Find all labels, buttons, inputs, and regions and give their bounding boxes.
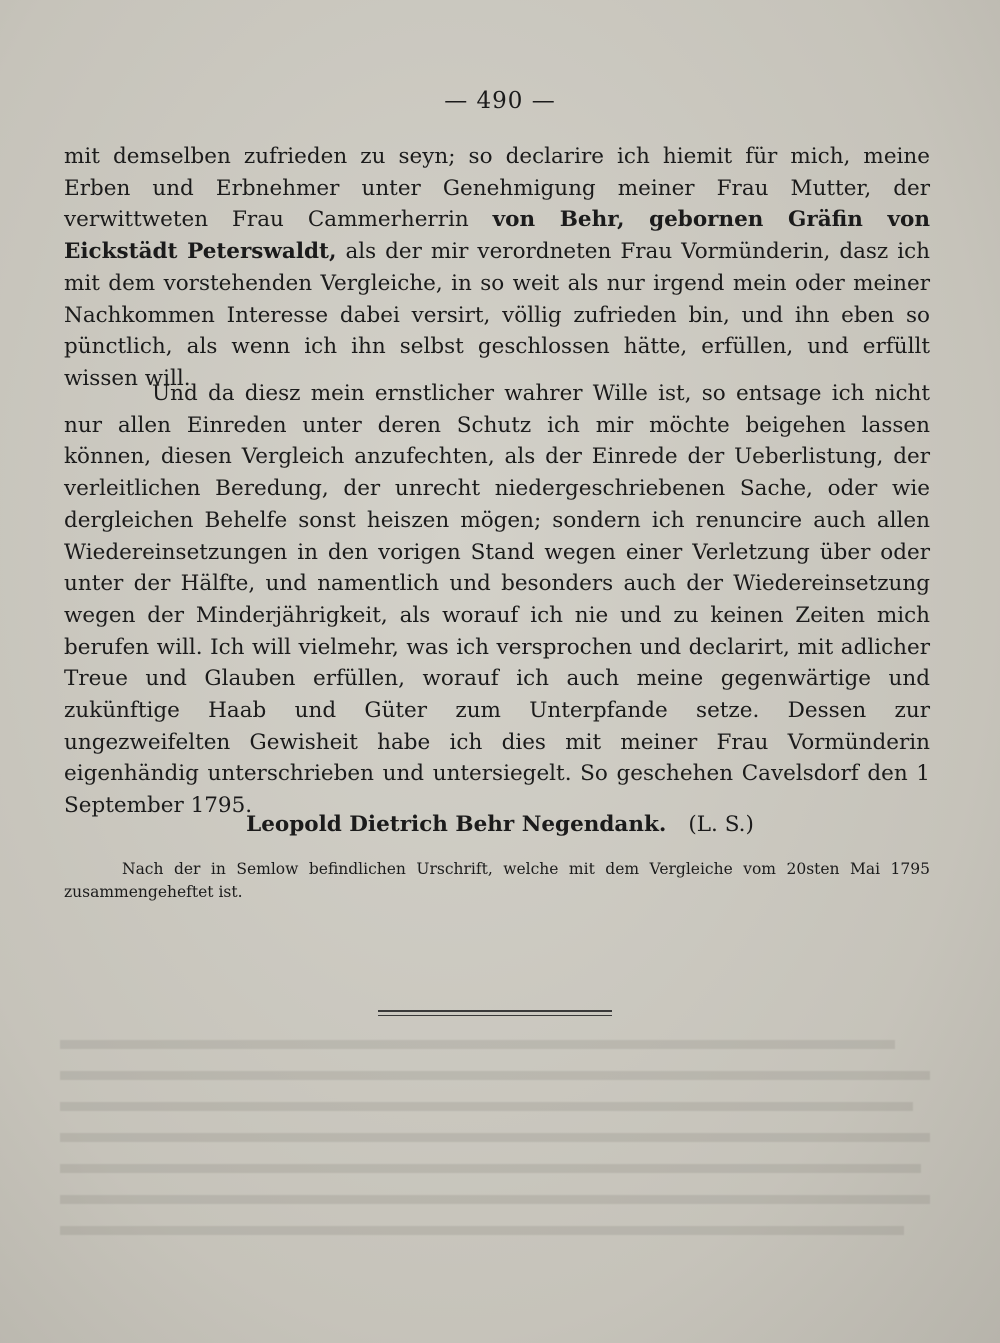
paragraph-declaration-text-end: als der mir verordneten Frau Vormünderin, dasz ich mit dem vorstehenden Vergleiche, in so weit als nur irgend mein oder meiner Nachkommen Interesse dabei versirt, völlig zufrieden bin, und ihn eben so pünctlich, als wenn ich ihn selbst geschlossen hätte, erfüllen, und erfüllt wissen will. [64, 239, 931, 391]
signature-line [0, 812, 1000, 837]
source-note: Nach der in Semlow befindlichen Urschrift, welche mit dem Vergleiche vom 20sten Mai 1795 zusammengeheftet ist. [64, 860, 930, 901]
paragraph-declaration-text-start: mit demselben zufrieden zu seyn; so declarire ich hiemit für mich, meine Erben und Erbnehmer unter Genehmigung meiner Frau Mutter, der verwittweten Frau Cammerherrin [64, 144, 930, 233]
signature-name: Leopold Dietrich Behr Negendank. [246, 812, 667, 837]
reverse-side-show-through [60, 1040, 930, 1257]
page-number: — 490 — [444, 88, 556, 114]
paragraph-declaration-bold-name: von Behr, gebornen Gräfin von Eickstädt Peterswaldt, [64, 207, 930, 265]
signature-seal: (L. S.) [688, 812, 754, 837]
section-divider [378, 1010, 612, 1016]
paragraph-renunciation: Und da diesz mein ernstlicher wahrer Wille ist, so entsage ich nicht nur allen Einreden unter deren Schutz ich mir möchte beigehen lassen können, diesen Vergleich anzufechten, als der Einrede der Ueberlistung, der verleitlichen Beredung, der unrecht niedergeschriebenen Sache, oder wie dergleichen Behelfe sonst heiszen mögen; sondern ich renuncire auch allen Wiedereinsetzungen in den vorigen Stand wegen einer Verletzung über oder unter der Hälfte, und namentlich und besonders auch der Wiedereinsetzung wegen der Minderjährigkeit, als worauf ich nie und zu keinen Zeiten mich berufen will. Ich will vielmehr, was ich versprochen und declarirt, mit adlicher Treue und Glauben erfüllen, worauf ich auch meine gegenwärtige und zukünftige Haab und Güter zum Unterpfande setze. Dessen zur ungezweifelten Gewisheit habe ich dies mit meiner Frau Vormünderin eigenhändig unterschrieben und untersiegelt. So geschehen Cavelsdorf den 1 September 1795. [64, 381, 930, 819]
paragraph-declaration [64, 141, 930, 395]
